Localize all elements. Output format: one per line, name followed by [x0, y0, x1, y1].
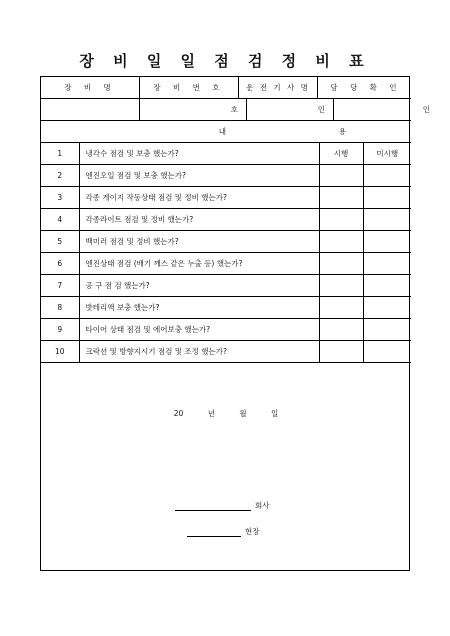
table-row: [41, 209, 411, 231]
site-line: [187, 526, 260, 537]
not-done-cell[interactable]: [363, 319, 411, 341]
company-blank[interactable]: [175, 501, 251, 511]
not-done-cell[interactable]: [363, 187, 411, 209]
operator-seal-field[interactable]: 인: [247, 99, 334, 120]
content-header: [41, 121, 411, 143]
operator-label: 운 전 기 사 명: [239, 77, 318, 98]
not-done-cell[interactable]: [363, 341, 411, 363]
header-row: [41, 77, 411, 99]
item-text: 각종라이트 점검 및 정비 했는가?: [79, 209, 319, 231]
table-row: [41, 165, 411, 187]
equipment-no-label: 장 비 번 호: [140, 77, 239, 98]
done-cell[interactable]: [319, 319, 363, 341]
item-number: 3: [41, 187, 79, 209]
done-cell[interactable]: [319, 187, 363, 209]
equipment-name-label: 장 비 명: [41, 77, 140, 98]
not-done-header: 미시행: [363, 143, 411, 165]
table-row: [41, 341, 411, 363]
company-line: [175, 500, 270, 511]
header-inner-row: [41, 77, 414, 98]
item-number: 7: [41, 275, 79, 297]
content-header-row: [41, 121, 411, 143]
content-header-right: 용: [338, 127, 347, 136]
site-blank[interactable]: [187, 527, 241, 537]
item-text: 밧테리액 보충 했는가?: [79, 297, 319, 319]
equipment-name-field[interactable]: [41, 99, 140, 120]
equipment-no-field[interactable]: 호: [140, 99, 247, 120]
item-number: 1: [41, 143, 79, 165]
not-done-cell[interactable]: [363, 209, 411, 231]
inspection-form: [40, 76, 430, 571]
not-done-cell[interactable]: [363, 275, 411, 297]
done-cell[interactable]: [319, 253, 363, 275]
not-done-cell[interactable]: [363, 253, 411, 275]
item-text: 엔진오일 점검 및 보충 했는가?: [79, 165, 319, 187]
header-inner-row: [41, 99, 438, 120]
header-value-row: [41, 99, 411, 121]
table-row: [41, 319, 411, 341]
table-row: [41, 275, 411, 297]
header-inner-table: [41, 77, 414, 98]
document-title: 장 비 일 일 점 검 정 비 표: [79, 52, 371, 70]
content-header-left: 내: [218, 127, 227, 136]
not-done-cell[interactable]: [363, 297, 411, 319]
inspection-table: [41, 77, 430, 363]
item-text: 크락션 및 방향지시기 점검 및 조정 했는가?: [79, 341, 319, 363]
done-cell[interactable]: [319, 341, 363, 363]
done-cell[interactable]: [319, 165, 363, 187]
done-header: 시행: [319, 143, 363, 165]
header-inner-table: [41, 99, 438, 120]
done-cell[interactable]: [319, 297, 363, 319]
done-cell[interactable]: [319, 231, 363, 253]
item-text: 공 구 점 검 했는가?: [79, 275, 319, 297]
item-number: 8: [41, 297, 79, 319]
item-text: 타이어 상태 점검 및 에어보충 했는가?: [79, 319, 319, 341]
done-cell[interactable]: [319, 275, 363, 297]
header-cell-wrapper: [41, 77, 411, 99]
confirm-seal-field[interactable]: 인: [334, 99, 439, 120]
table-row: [41, 253, 411, 275]
item-number: 10: [41, 341, 79, 363]
date-line: 20 년 월 일: [173, 409, 279, 418]
item-text: 냉각수 점검 및 보충 했는가?: [79, 143, 319, 165]
signature-area: [41, 363, 409, 581]
item-number: 5: [41, 231, 79, 253]
table-row: [41, 143, 411, 165]
item-number: 2: [41, 165, 79, 187]
not-done-cell[interactable]: [363, 231, 411, 253]
item-text: 백미러 점검 및 정비 했는가?: [79, 231, 319, 253]
table-row: [41, 231, 411, 253]
item-number: 6: [41, 253, 79, 275]
header-cell-wrapper: [41, 99, 430, 121]
confirm-label: 담 당 확 인: [318, 77, 415, 98]
item-number: 4: [41, 209, 79, 231]
item-text: 엔진상태 점검 (배기 깨스 같은 누출 등) 했는가?: [79, 253, 319, 275]
done-cell[interactable]: [319, 209, 363, 231]
table-row: [41, 297, 411, 319]
company-label: 회사: [255, 501, 270, 510]
site-label: 현장: [245, 527, 260, 536]
item-number: 9: [41, 319, 79, 341]
not-done-cell[interactable]: [363, 165, 411, 187]
table-row: [41, 187, 411, 209]
item-text: 각종 게이지 작동상태 점검 및 정비 했는가?: [79, 187, 319, 209]
